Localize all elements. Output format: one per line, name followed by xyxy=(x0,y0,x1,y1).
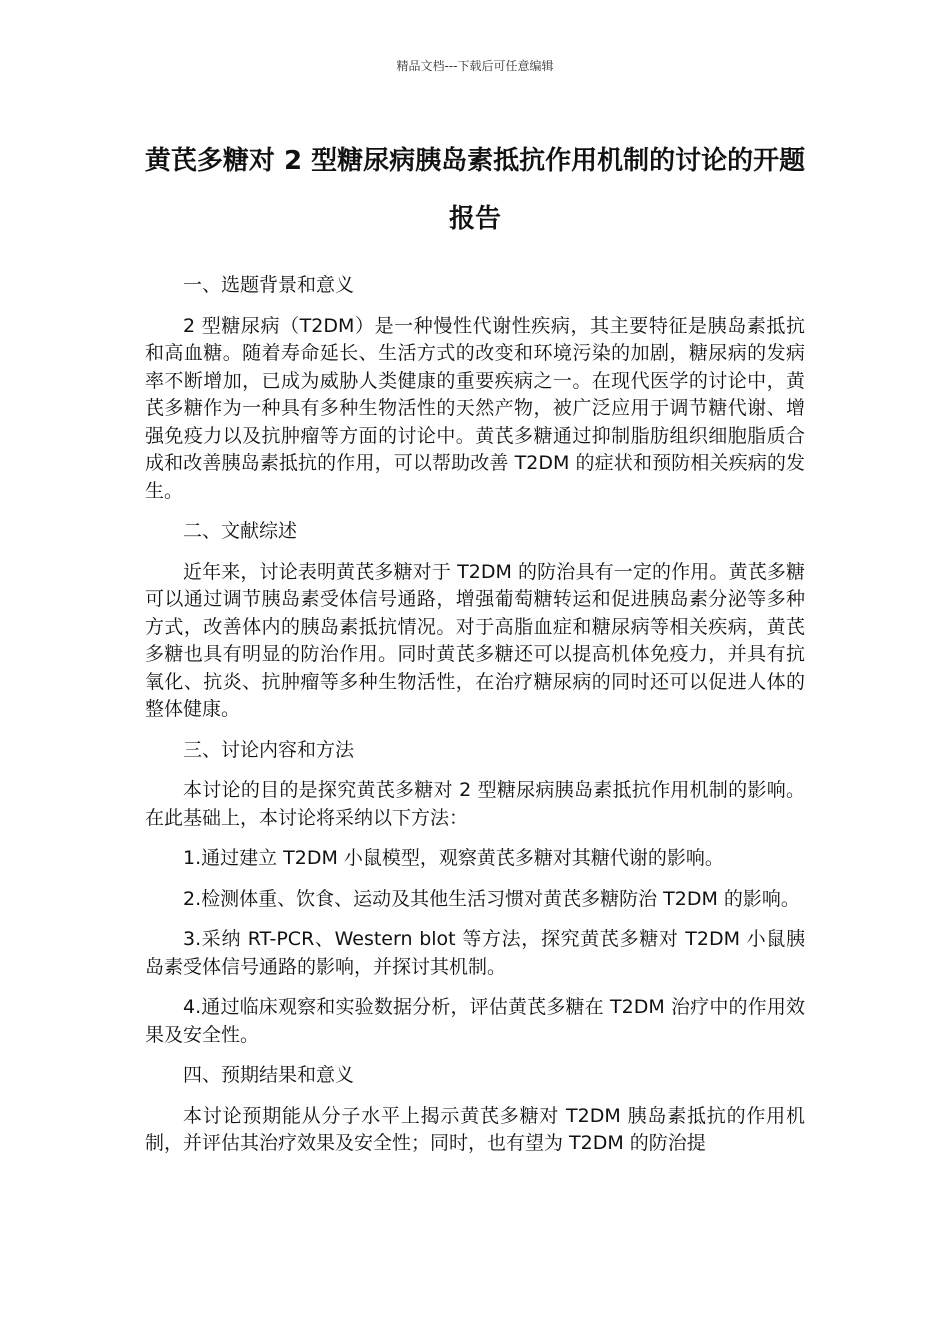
method-item-2: 2.检测体重、饮食、运动及其他生活习惯对黄芪多糖防治 T2DM 的影响。 xyxy=(183,887,800,910)
method-item-4: 4.通过临床观察和实验数据分析，评估黄芪多糖在 T2DM 治疗中的作用效果及安全性。 xyxy=(145,996,805,1046)
section-heading-literature: 二、文献综述 xyxy=(183,520,298,542)
section-heading-expected-results: 四、预期结果和意义 xyxy=(183,1064,355,1086)
paragraph-literature: 近年来，讨论表明黄芪多糖对于 T2DM 的防治具有一定的作用。黄芪多糖可以通过调节胰岛素受体信号通路，增强葡萄糖转运和促进胰岛素分泌等多种方式，改善体内的胰岛素抵抗情况。对于高脂血症和糖尿病等相关疾病，黄芪多糖也具有明显的防治作用。同时黄芪多糖还可以提高机体免疫力，并具有抗氧化、抗炎、抗肿瘤等多种生物活性，在治疗糖尿病的同时还可以促进人体的整体健康。 xyxy=(145,560,805,720)
method-item-3: 3.采纳 RT-PCR、Western blot 等方法，探究黄芪多糖对 T2DM 小鼠胰岛素受体信号通路的影响，并探讨其机制。 xyxy=(145,928,805,978)
section-heading-background: 一、选题背景和意义 xyxy=(183,274,355,296)
paragraph-background: 2 型糖尿病（T2DM）是一种慢性代谢性疾病，其主要特征是胰岛素抵抗和高血糖。随着寿命延长、生活方式的改变和环境污染的加剧，糖尿病的发病率不断增加，已成为威胁人类健康的重要疾病之一。在现代医学的讨论中，黄芪多糖作为一种具有多种生物活性的天然产物，被广泛应用于调节糖代谢、增强免疫力以及抗肿瘤等方面的讨论中。黄芪多糖通过抑制脂肪组织细胞脂质合成和改善胰岛素抵抗的作用，可以帮助改善 T2DM 的症状和预防相关疾病的发生。 xyxy=(145,314,805,502)
page-header-note: 精品文档---下载后可任意编辑 xyxy=(396,59,554,73)
paragraph-methods-intro: 本讨论的目的是探究黄芪多糖对 2 型糖尿病胰岛素抵抗作用机制的影响。在此基础上，本讨论将采纳以下方法： xyxy=(145,779,805,829)
method-item-1: 1.通过建立 T2DM 小鼠模型，观察黄芪多糖对其糖代谢的影响。 xyxy=(183,847,724,869)
section-heading-methods: 三、讨论内容和方法 xyxy=(183,738,355,761)
paragraph-expected-results: 本讨论预期能从分子水平上揭示黄芪多糖对 T2DM 胰岛素抵抗的作用机制，并评估其治疗效果及安全性；同时，也有望为 T2DM 的防治提 xyxy=(145,1104,805,1154)
document-title: 黄芪多糖对 2 型糖尿病胰岛素抵抗作用机制的讨论的开题报告 xyxy=(144,146,806,234)
document-body xyxy=(145,272,805,1171)
